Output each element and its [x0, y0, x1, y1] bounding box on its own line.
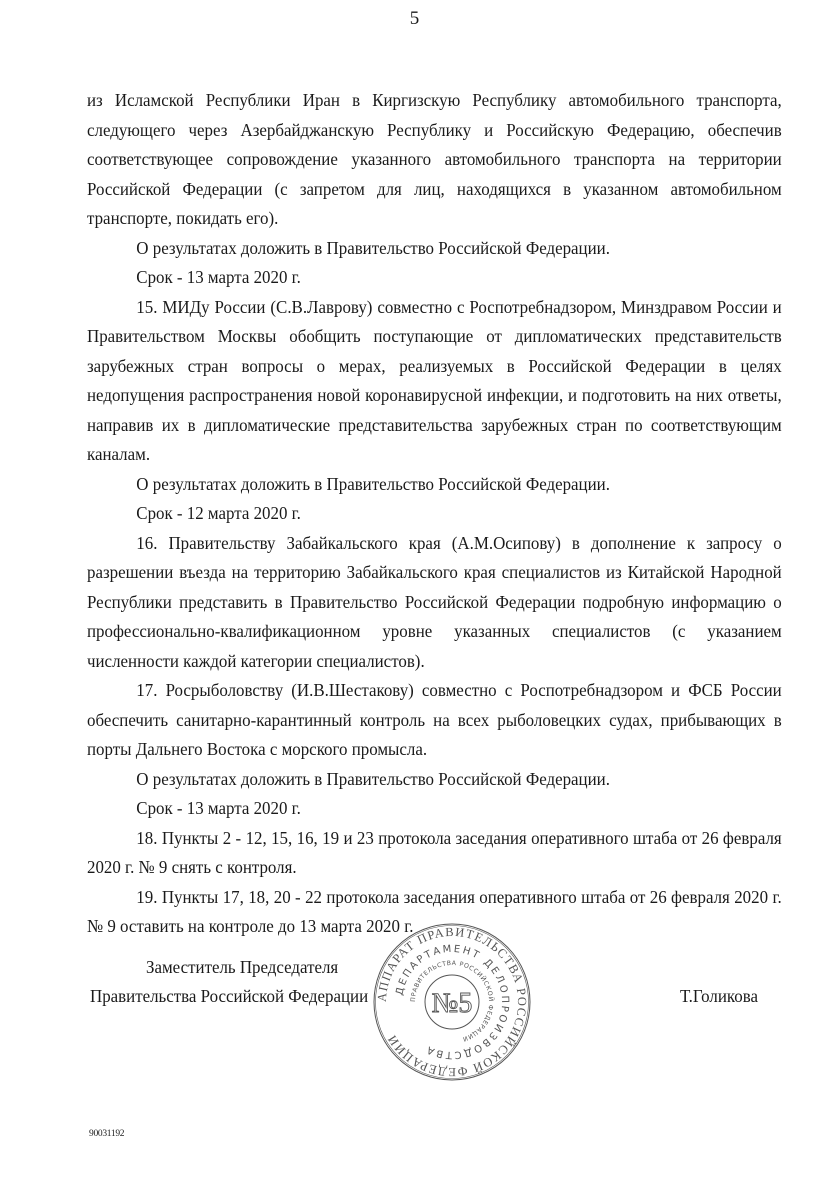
document-code: 90031192 [89, 1129, 125, 1139]
paragraph-item-18: 18. Пункты 2 - 12, 15, 16, 19 и 23 протокола заседания оперативного штаба от 26 февраля 2020 г. № 9 снять с контроля. [87, 827, 782, 877]
page-number: 5 [409, 8, 420, 29]
seal-inner-text: ПРАВИТЕЛЬСТВА РОССИЙСКОЙ ФЕДЕРАЦИИ [409, 959, 495, 1043]
report-instruction: О результатах доложить в Правительство Российской Федерации. [136, 473, 610, 494]
report-instruction: О результатах доложить в Правительство Российской Федерации. [136, 237, 610, 258]
paragraph-continuation: из Исламской Республики Иран в Киргизскую Республику автомобильного транспорта, следующего через Азербайджанскую Республику и Российскую Федерацию, обеспечив соответствующее сопровождение указанного автомобильного транспорта на территории Российской Федерации (с запретом для лиц, находящихся в указанном автомобильном транспорте, покидать его). [87, 90, 782, 228]
official-seal-stamp-icon [372, 922, 532, 1082]
report-instruction: О результатах доложить в Правительство Российской Федерации. [136, 768, 610, 789]
signatory-title-line-1: Заместитель Председателя [146, 957, 339, 977]
paragraph-item-17: 17. Росрыболовству (И.В.Шестакову) совместно с Роспотребнадзором и ФСБ России обеспечить санитарно-карантинный контроль на всех рыболовецких судах, прибывающих в порты Дальнего Востока с морского промысла. [87, 680, 782, 759]
signatory-name: Т.Голикова [680, 986, 758, 1006]
paragraph-item-15: 15. МИДу России (С.В.Лаврову) совместно с Роспотребнадзором, Минздравом России и Правительством Москвы обобщить поступающие от дипломатических представительств зарубежных стран вопросы о мерах, реализуемых в Российской Федерации в целях недопущения распространения новой коронавирусной инфекции, и подготовить на них ответы, направив их в дипломатические представительства зарубежных стран по соответствующим каналам. [87, 296, 782, 464]
deadline: Срок - 13 марта 2020 г. [136, 798, 301, 818]
paragraph-item-19: 19. Пункты 17, 18, 20 - 22 протокола заседания оперативного штаба от 26 февраля 2020 г. № 9 оставить на контроле до 13 марта 2020 г. [87, 886, 782, 936]
seal-outer-text: АППАРАТ ПРАВИТЕЛЬСТВА РОССИЙСКОЙ ФЕДЕРАЦИИ [374, 924, 530, 1080]
seal-middle-text: ДЕПАРТАМЕНТ ДЕЛОПРОИЗВОДСТВА [394, 943, 511, 1061]
signatory-title-line-2: Правительства Российской Федерации [90, 986, 369, 1006]
paragraph-item-16: 16. Правительству Забайкальского края (А.М.Осипову) в дополнение к запросу о разрешении въезда на территорию Забайкальского края специалистов из Китайской Народной Республики представить в Правительство Российской Федерации подробную информацию о профессионально-квалификационном уровне указанных специалистов (с указанием численности каждой категории специалистов). [87, 532, 782, 671]
deadline: Срок - 12 марта 2020 г. [136, 503, 301, 523]
deadline: Срок - 13 марта 2020 г. [136, 267, 301, 287]
document-body [87, 86, 782, 942]
seal-center-number: №5 [431, 988, 473, 1019]
